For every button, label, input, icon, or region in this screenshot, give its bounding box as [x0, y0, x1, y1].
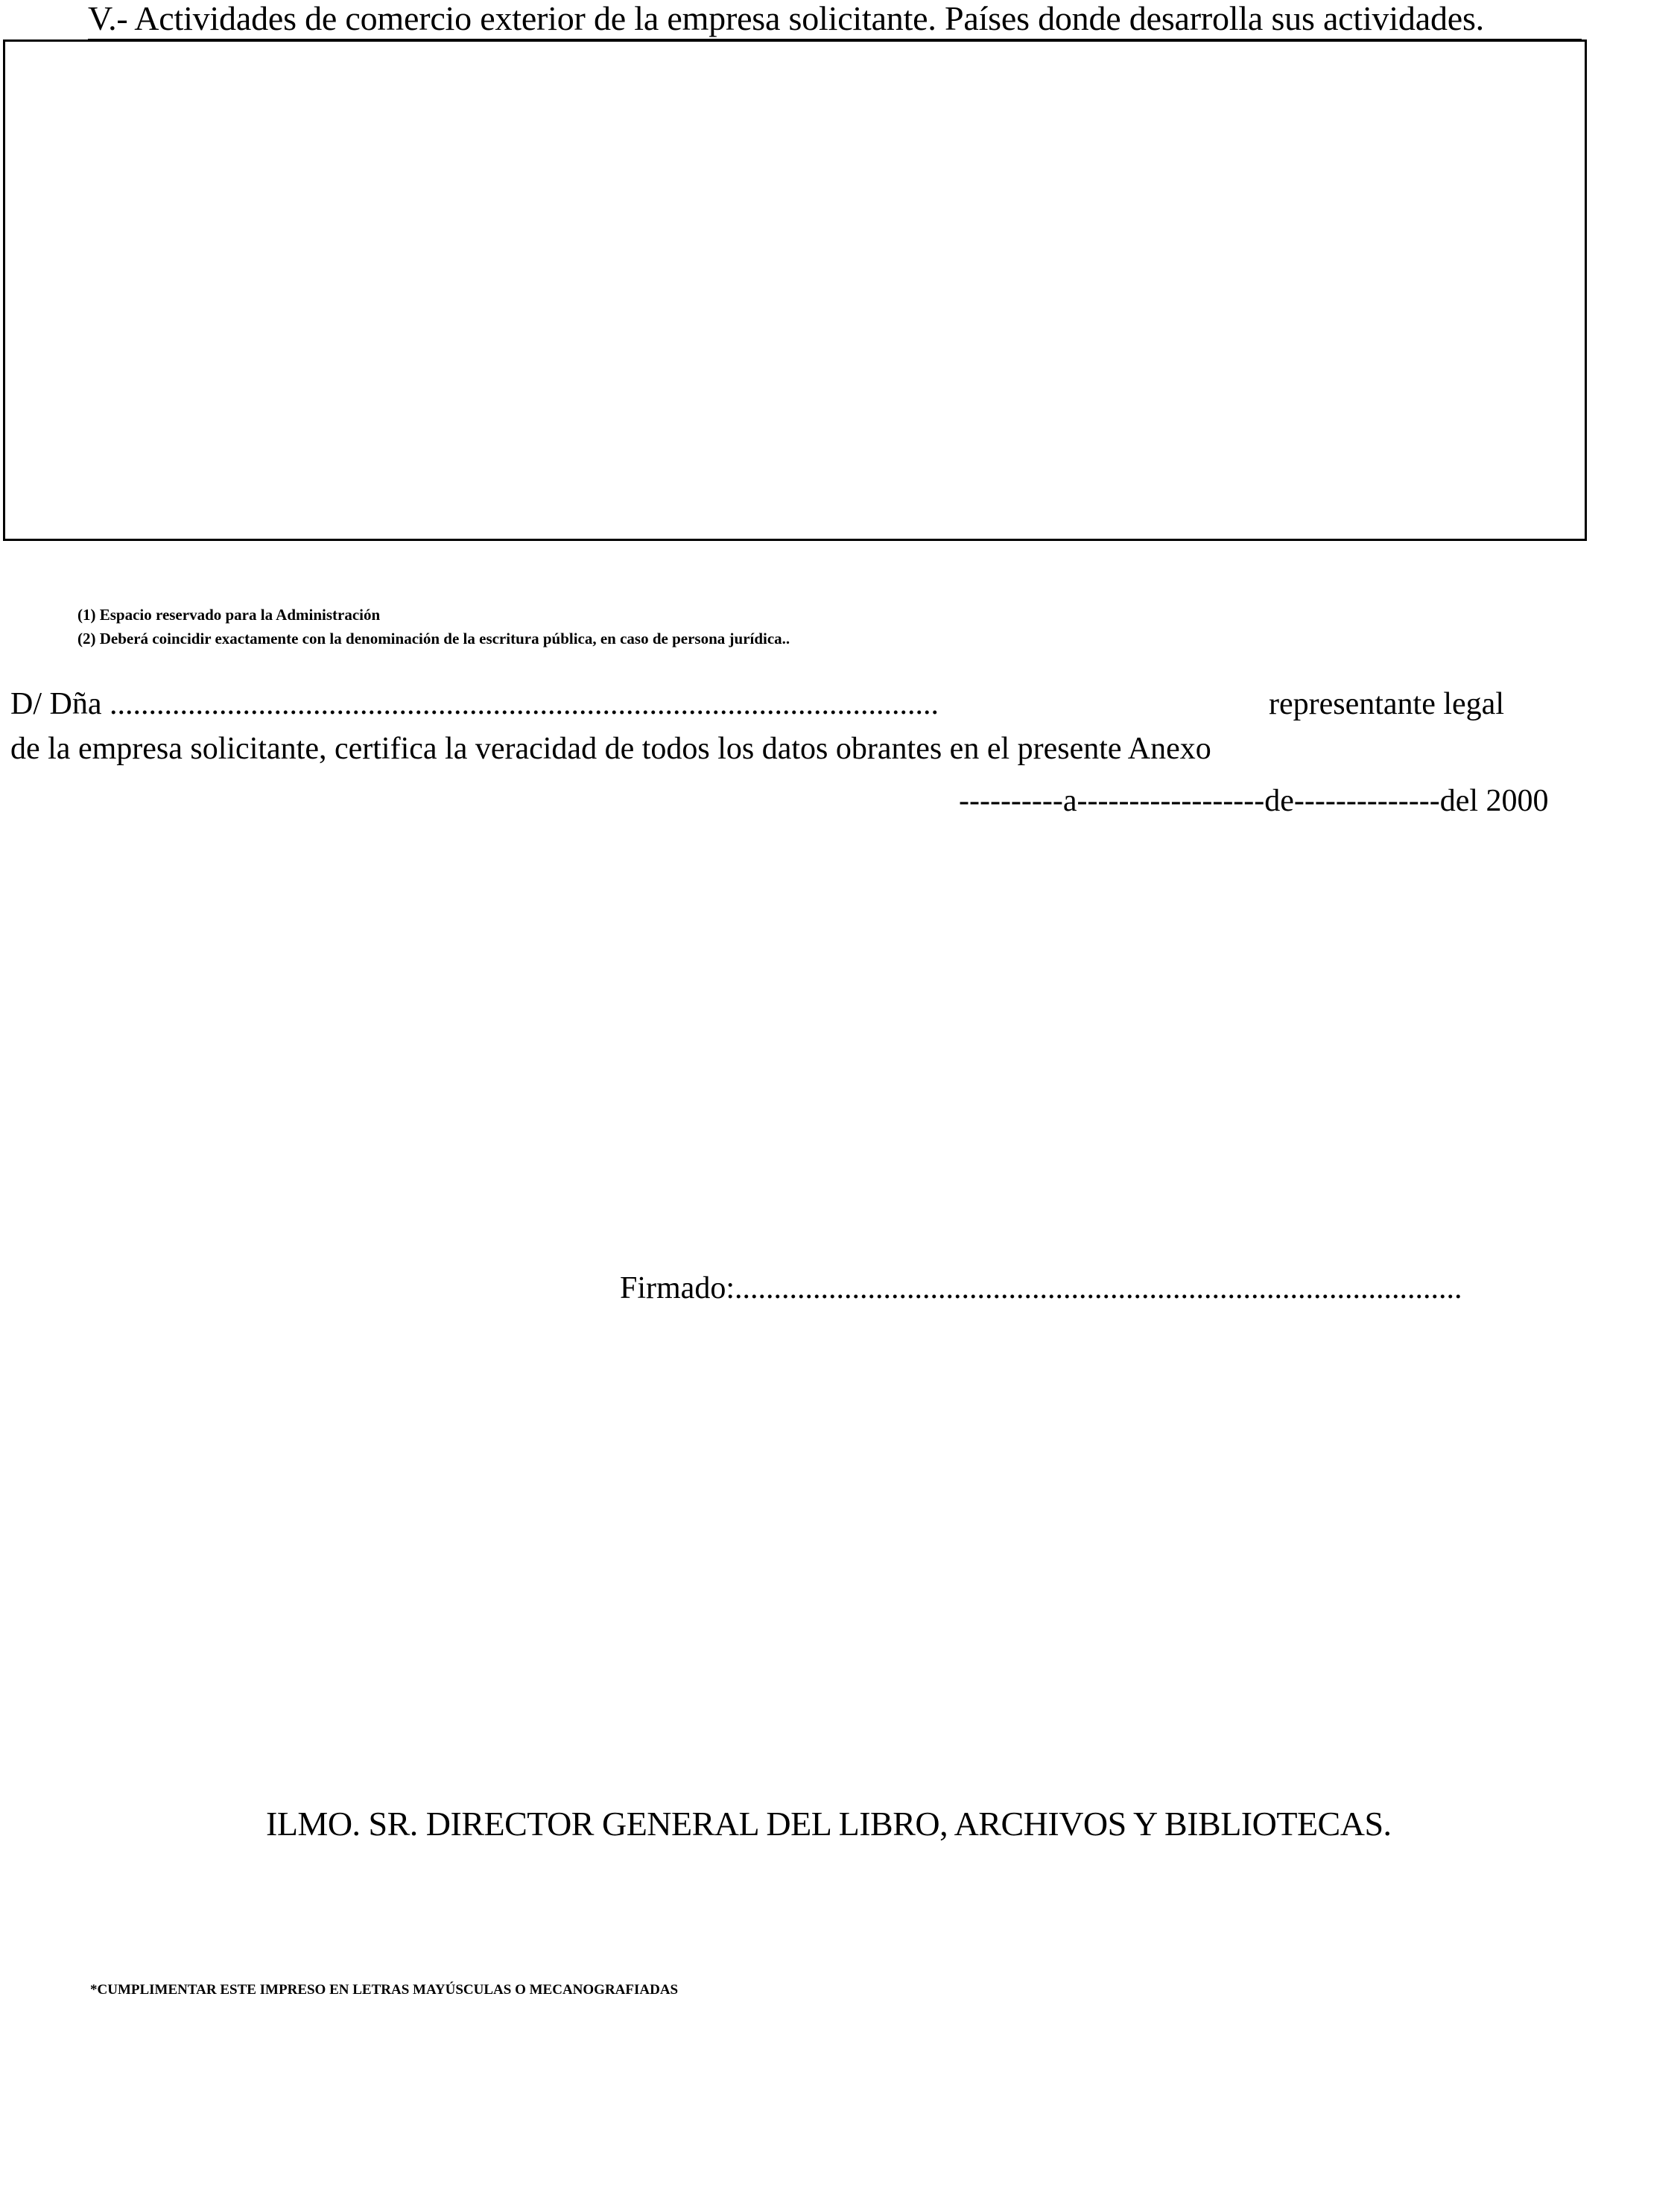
representative-name-field[interactable]: D/ Dña .......................................................................................................... — [10, 687, 939, 721]
footnote-1: (1) Espacio reservado para la Administración — [77, 606, 381, 624]
foreign-trade-activities-field[interactable] — [3, 39, 1587, 541]
section-title: V.- Actividades de comercio exterior de la empresa solicitante. Países donde desarrolla sus actividades. — [88, 0, 1484, 37]
date-field[interactable]: ----------a------------------de--------------del 2000 — [959, 784, 1549, 818]
fill-instruction-note: *CUMPLIMENTAR ESTE IMPRESO EN LETRAS MAYÚSCULAS O MECANOGRAFIADAS — [90, 1982, 679, 1998]
footnote-2: (2) Deberá coincidir exactamente con la denominación de la escritura pública, en caso de persona jurídica.. — [77, 630, 790, 647]
signature-field[interactable]: Firmado:............................................................................................. — [620, 1271, 1462, 1305]
certification-statement: de la empresa solicitante, certifica la veracidad de todos los datos obrantes en el presente Anexo — [10, 732, 1211, 766]
legal-representative-label: representante legal — [1269, 687, 1504, 721]
addressee-heading: ILMO. SR. DIRECTOR GENERAL DEL LIBRO, ARCHIVOS Y BIBLIOTECAS. — [266, 1805, 1392, 1843]
